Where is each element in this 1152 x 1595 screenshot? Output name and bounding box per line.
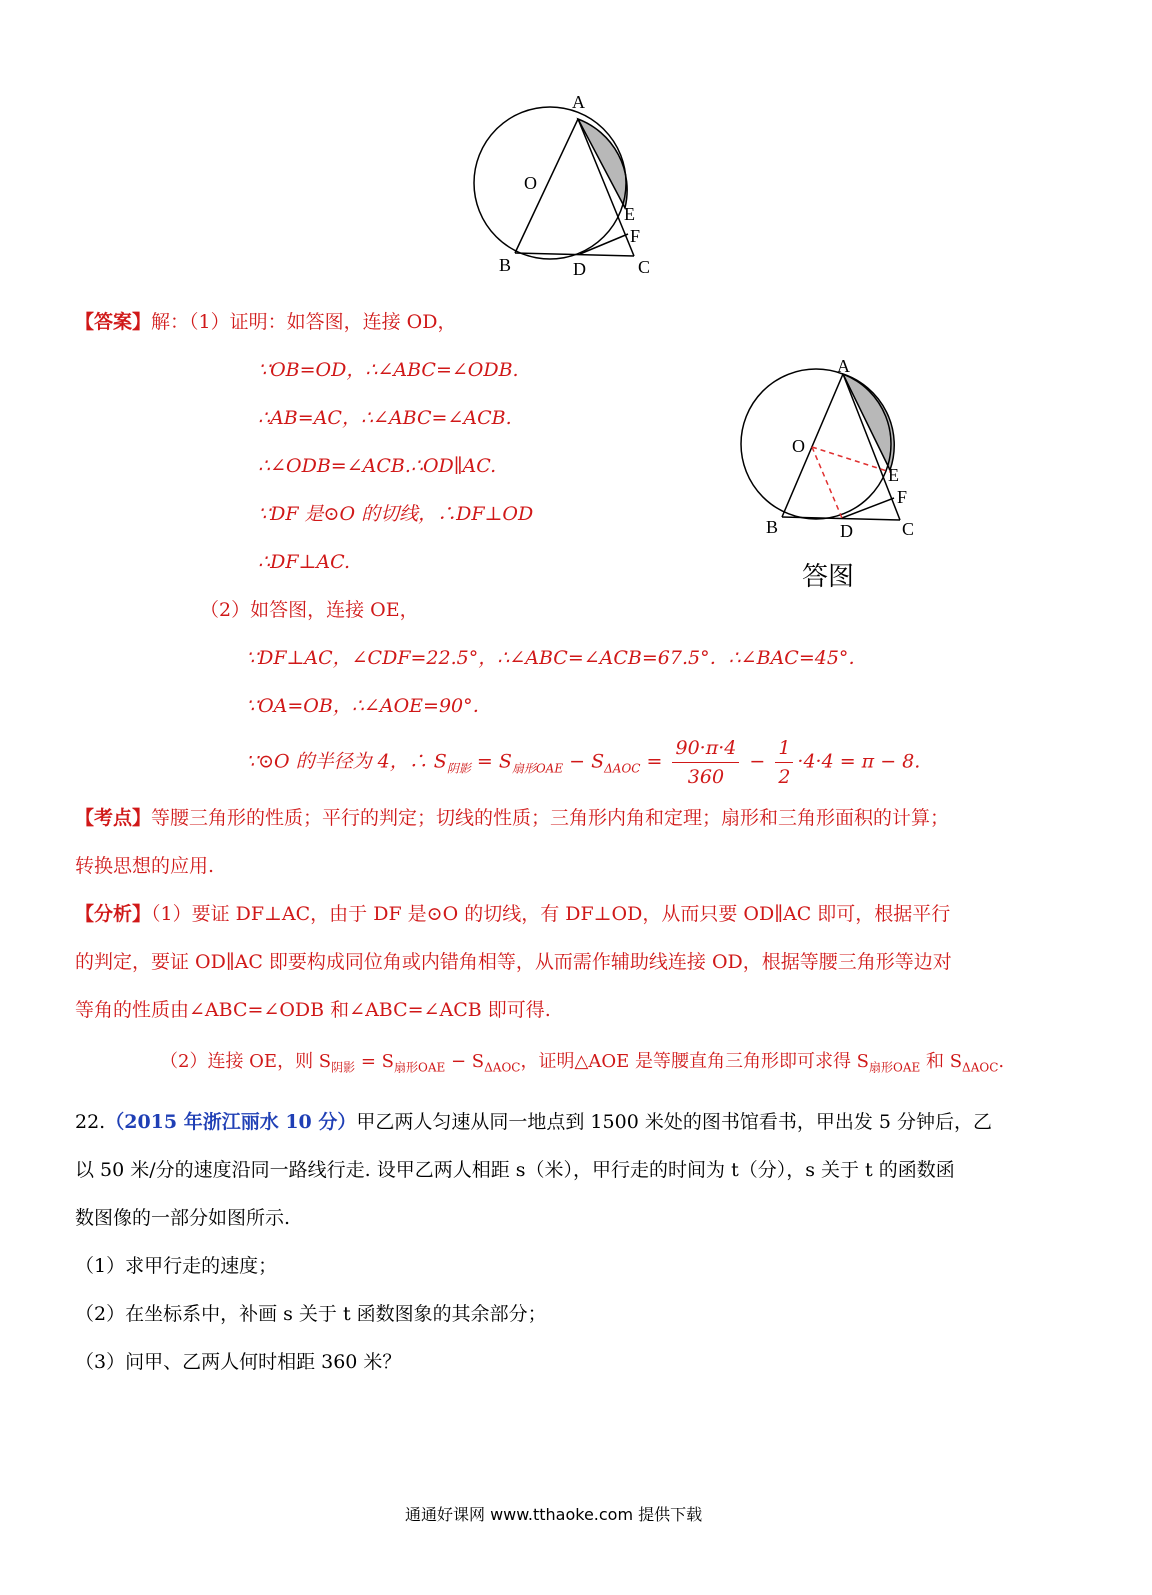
geometry-figure-2 xyxy=(730,352,930,597)
dashed-oe xyxy=(812,447,890,472)
fenxi-tag: 【分析】 xyxy=(75,903,152,925)
fenxi-line-2: 的判定，要证 OD∥AC 即要构成同位角或内错角相等，从而需作辅助线连接 OD，根据等腰三角形等边对 xyxy=(75,951,952,973)
label-c: C xyxy=(902,519,915,539)
circle-o xyxy=(474,107,626,259)
fraction-sector: $\frac{90\cdot\pi\cdot 4}{360}$ xyxy=(672,736,739,789)
label-e: E xyxy=(624,204,635,224)
shaded-segment xyxy=(843,374,894,470)
answer-area-formula: ∵⊙O 的半径为 4，∴ $S_{阴影} = S_{扇形OAE} - S_{\Delta AOC}$ = $\frac{90\cdot\pi\cdot 4}{360}$ − $\frac{1}{2}$ ·4·4 = π − 8. xyxy=(246,737,921,788)
label-f: F xyxy=(897,487,908,507)
answer-line-1: ∵OB=OD，∴∠ABC=∠ODB. xyxy=(258,359,519,381)
label-o: O xyxy=(524,173,537,193)
answer-part2-line-1: ∵DF⊥AC，∠CDF=22.5°，∴∠ABC=∠ACB=67.5°．∴∠BAC=45°． xyxy=(246,647,868,669)
answer-part2-intro: （2）如答图，连接 OE， xyxy=(200,599,419,621)
answer-line-2: ∴AB=AC，∴∠ABC=∠ACB. xyxy=(258,407,512,429)
shaded-segment xyxy=(578,119,627,208)
label-b: B xyxy=(499,255,512,275)
problem-22-question-3: （3）问甲、乙两人何时相距 360 米？ xyxy=(75,1351,402,1373)
page-footer: 通通好课网 www.tthaoke.com 提供下载 xyxy=(405,1505,703,1524)
segment-df xyxy=(842,498,894,518)
label-b: B xyxy=(766,517,779,537)
answer-line-5: ∴DF⊥AC. xyxy=(258,551,350,573)
fraction-half: $\frac{1}{2}$ xyxy=(775,736,793,789)
fenxi-line-3: 等角的性质由∠ABC=∠ODB 和∠ABC=∠ACB 即可得. xyxy=(75,999,551,1021)
label-f: F xyxy=(630,226,641,246)
problem-number: 22. xyxy=(75,1111,106,1133)
problem-22-line-3: 数图像的一部分如图所示. xyxy=(75,1207,291,1229)
answer-line-3: ∴∠ODB=∠ACB.∴OD∥AC. xyxy=(258,455,497,477)
dashed-od xyxy=(812,447,842,518)
kaodian-tag: 【考点】 xyxy=(75,807,152,829)
answer-tag: 【答案】 xyxy=(75,311,152,333)
problem-source: （2015 年浙江丽水 10 分） xyxy=(105,1111,357,1133)
figure-caption: 答图 xyxy=(802,562,855,591)
fenxi-line-1: 【分析】（1）要证 DF⊥AC，由于 DF 是⊙O 的切线，有 DF⊥OD，从而只要 OD∥AC 即可，根据平行 xyxy=(75,903,951,925)
problem-22-line-1: 22.（2015 年浙江丽水 10 分）甲乙两人匀速从同一地点到 1500 米处的图书馆看书，甲出发 5 分钟后，乙 xyxy=(75,1111,992,1133)
problem-22-question-2: （2）在坐标系中，补画 s 关于 t 函数图象的其余部分； xyxy=(75,1303,547,1325)
answer-line-4: ∵DF 是⊙O 的切线，∴DF⊥OD xyxy=(258,503,534,525)
answer-part2-line-2: ∵OA=OB，∴∠AOE=90°． xyxy=(246,695,492,717)
problem-22-line-2: 以 50 米/分的速度沿同一路线行走. 设甲乙两人相距 s（米），甲行走的时间为 t（分），s 关于 t 的函数函 xyxy=(75,1159,955,1181)
label-c: C xyxy=(638,257,651,277)
label-e: E xyxy=(888,465,899,485)
label-a: A xyxy=(837,356,850,376)
kaodian-line-1: 【考点】等腰三角形的性质；平行的判定；切线的性质；三角形内角和定理；扇形和三角形面积的计算； xyxy=(75,807,950,829)
label-d: D xyxy=(840,521,853,541)
label-d: D xyxy=(573,259,586,279)
label-a: A xyxy=(572,92,585,112)
label-o: O xyxy=(792,436,805,456)
geometry-figure-1 xyxy=(462,88,692,283)
fenxi-line-4: （2）连接 OE，则 $S_{阴影} = S_{扇形OAE} - S_{\Delta AOC}$，证明△AOE 是等腰直角三角形即可求得 $S_{扇形OAE}$ 和 $S_{\Delta AOC}$. xyxy=(160,1051,1005,1075)
kaodian-line-2: 转换思想的应用. xyxy=(75,855,215,877)
answer-intro: 【答案】解：（1）证明：如答图，连接 OD， xyxy=(75,311,457,333)
problem-22-question-1: （1）求甲行走的速度； xyxy=(75,1255,278,1277)
